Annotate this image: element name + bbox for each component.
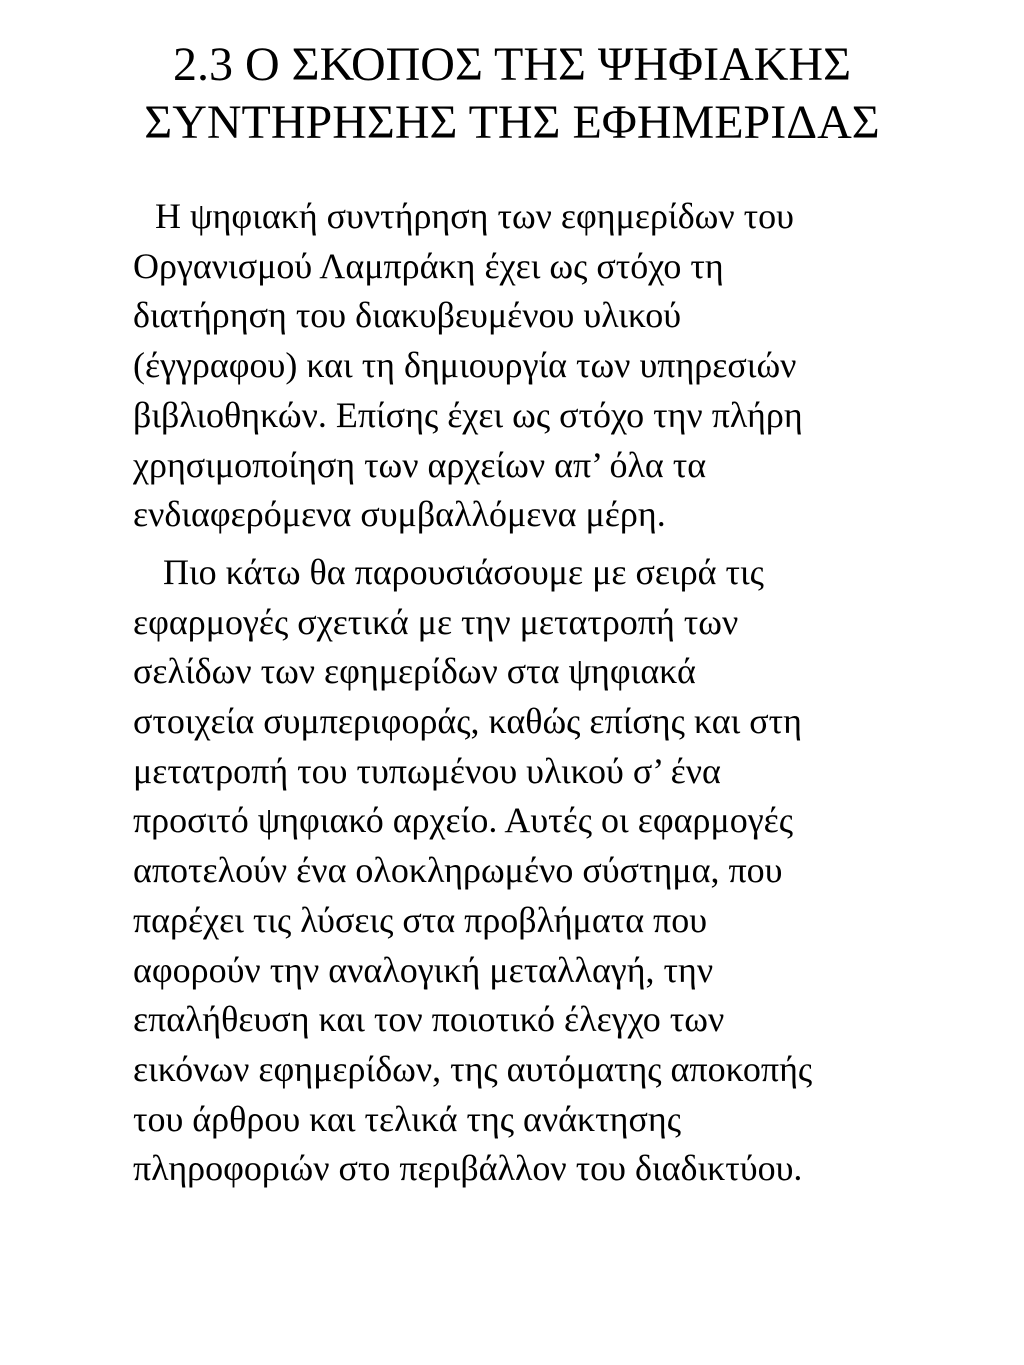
text-line: παρέχει τις λύσεις στα προβλήματα που [133, 899, 708, 940]
text-line: επαλήθευση και τον ποιοτικό έλεγχο των [133, 999, 725, 1040]
text-line: στοιχεία συμπεριφοράς, καθώς επίσης και στη [133, 701, 802, 742]
page-title [60, 36, 964, 152]
text-line: του άρθρου και τελικά της ανάκτησης [133, 1098, 681, 1139]
text-line: εφαρμογές σχετικά με την μετατροπή των [133, 601, 739, 642]
body-text [133, 192, 993, 1194]
text-line: αφορούν την αναλογική μεταλλαγή, την [133, 949, 714, 990]
text-line: χρησιμοποίηση των αρχείων απ’ όλα τα [133, 444, 707, 485]
text-line: πληροφοριών στο περιβάλλον του διαδικτύου. [133, 1148, 803, 1189]
text-line: (έγγραφου) και τη δημιουργία των υπηρεσιών [133, 345, 797, 386]
text-line: μετατροπή του τυπωμένου υλικού σ’ ένα [133, 750, 721, 791]
text-line: Πιο κάτω θα παρουσιάσουμε με σειρά τις [163, 551, 764, 592]
title-line: 2.3 Ο ΣΚΟΠΟΣ ΤΗΣ ΨΗΦΙΑΚΗΣ [172, 38, 852, 91]
text-line: βιβλιοθηκών. Επίσης έχει ως στόχο την πλήρη [133, 394, 803, 435]
text-line: σελίδων των εφημερίδων στα ψηφιακά [133, 651, 696, 692]
text-line: αποτελούν ένα ολοκληρωμένο σύστημα, που [133, 850, 783, 891]
text-line: διατήρηση του διακυβευμένου υλικού [133, 295, 682, 336]
text-line: εικόνων εφημερίδων, της αυτόματης αποκοπής [133, 1048, 813, 1089]
paragraph [133, 548, 993, 1194]
text-line: προσιτό ψηφιακό αρχείο. Αυτές οι εφαρμογές [133, 800, 794, 841]
text-line: ενδιαφερόμενα συμβαλλόμενα μέρη. [133, 494, 666, 535]
text-line: Οργανισμού Λαμπράκη έχει ως στόχο τη [133, 245, 724, 286]
paragraph [133, 192, 993, 540]
text-line: Η ψηφιακή συντήρηση των εφημερίδων του [155, 196, 794, 236]
title-line: ΣΥΝΤΗΡΗΣΗΣ ΤΗΣ ΕΦΗΜΕΡΙΔΑΣ [144, 96, 880, 149]
